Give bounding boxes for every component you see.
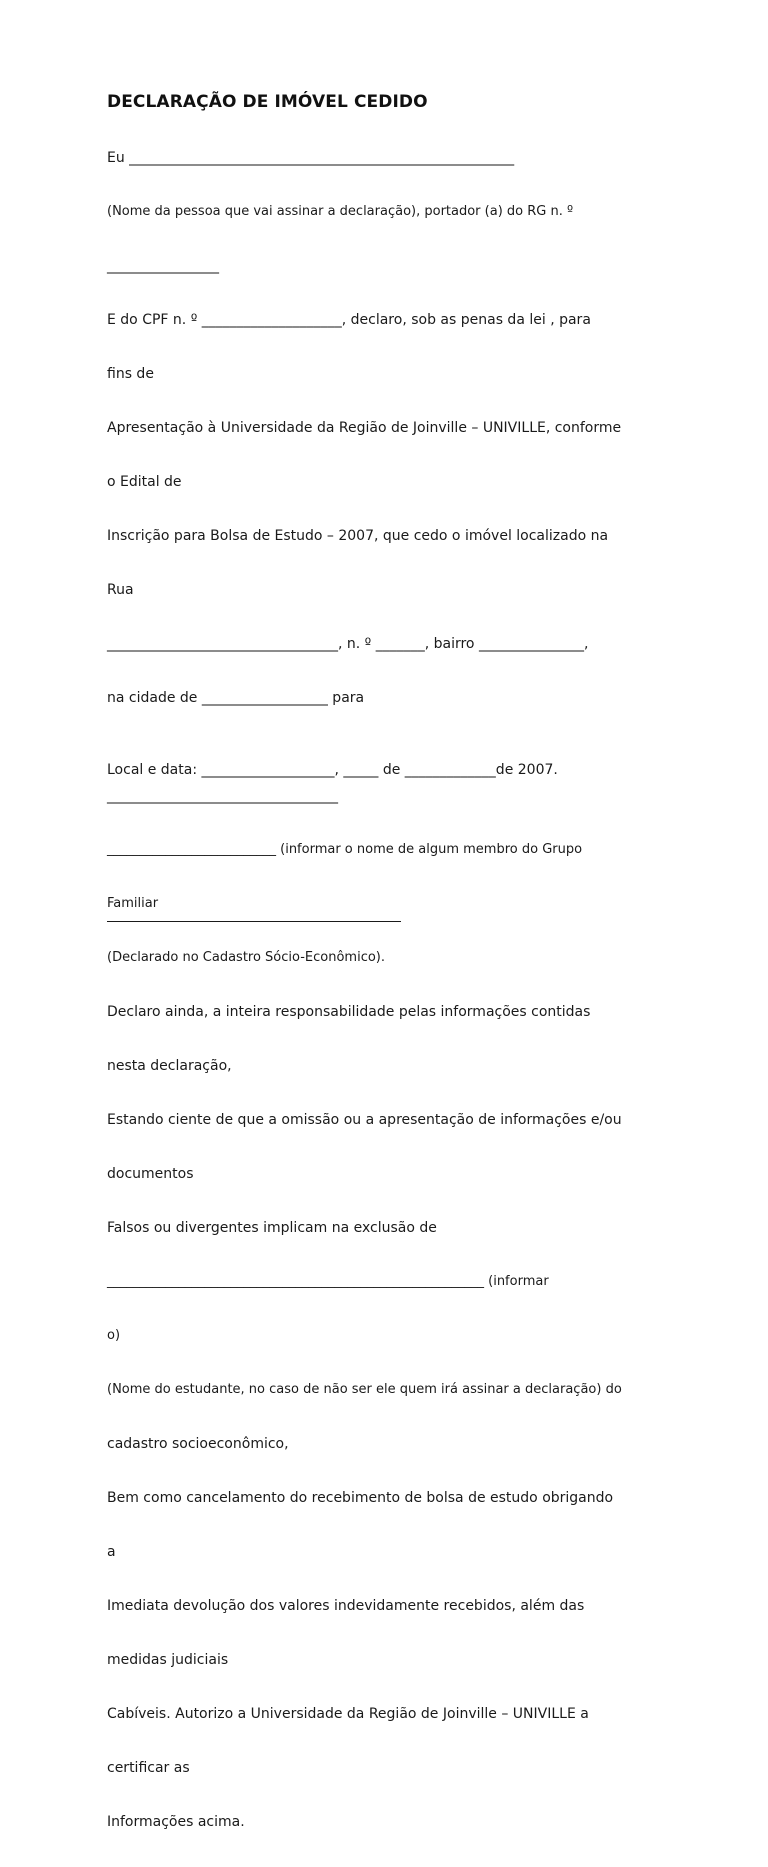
declaration-line: medidas judiciais — [107, 1652, 229, 1668]
declaration-line: certificar as — [107, 1760, 190, 1776]
declaration-line: Inscrição para Bolsa de Estudo – 2007, que cedo o imóvel localizado na — [107, 528, 609, 544]
declaration-line: o) — [107, 1328, 121, 1343]
declaration-line: o Edital de — [107, 474, 182, 490]
declaration-line: nesta declaração, — [107, 1058, 232, 1074]
declaration-line: _________________________________, n. º _______, bairro _______________, — [107, 636, 589, 652]
signature-line — [107, 921, 401, 922]
declaration-line: Bem como cancelamento do recebimento de bolsa de estudo obrigando — [107, 1490, 614, 1506]
declaration-line: Falsos ou divergentes implicam na exclusão de — [107, 1220, 437, 1236]
declaration-body — [107, 113, 667, 1867]
declaration-line: __________________________ (informar o nome de algum membro do Grupo — [107, 842, 583, 857]
document-title: DECLARAÇÃO DE IMÓVEL CEDIDO — [107, 92, 428, 112]
declaration-line: a — [107, 1544, 116, 1560]
declaration-line: documentos — [107, 1166, 194, 1182]
declaration-line: E do CPF n. º ____________________, declaro, sob as penas da lei , para — [107, 312, 591, 328]
spacer — [107, 743, 667, 751]
declaration-line: Informações acima. — [107, 1814, 245, 1830]
declaration-line: Cabíveis. Autorizo a Universidade da Região de Joinville – UNIVILLE a — [107, 1706, 589, 1722]
declaration-line: Eu _______________________________________________________ — [107, 150, 515, 166]
declaration-line: Estando ciente de que a omissão ou a apresentação de informações e/ou — [107, 1112, 622, 1128]
declaration-line: (Nome do estudante, no caso de não ser ele quem irá assinar a declaração) do — [107, 1382, 622, 1397]
declaration-line: Imediata devolução dos valores indevidamente recebidos, além das — [107, 1598, 585, 1614]
declaration-line: (Nome da pessoa que vai assinar a declaração), portador (a) do RG n. º — [107, 204, 574, 219]
declaration-line: Rua — [107, 582, 134, 598]
local-date-line: Local e data: ___________________, _____ de _____________de 2007. — [107, 762, 558, 778]
declaration-line: cadastro socioeconômico, — [107, 1436, 289, 1452]
declaration-line: fins de — [107, 366, 154, 382]
declaration-line: Declaro ainda, a inteira responsabilidade pelas informações contidas — [107, 1004, 591, 1020]
declaration-line: na cidade de __________________ para — [107, 690, 365, 706]
declaration-line: __________________________________________________________ (informar — [107, 1274, 549, 1289]
declaration-line: ________________ — [107, 258, 219, 274]
declaration-line: Apresentação à Universidade da Região de Joinville – UNIVILLE, conforme — [107, 420, 622, 436]
declaration-line: Familiar — [107, 896, 159, 911]
declaration-line: _________________________________ — [107, 788, 338, 804]
declaration-line: (Declarado no Cadastro Sócio-Econômico). — [107, 950, 385, 965]
